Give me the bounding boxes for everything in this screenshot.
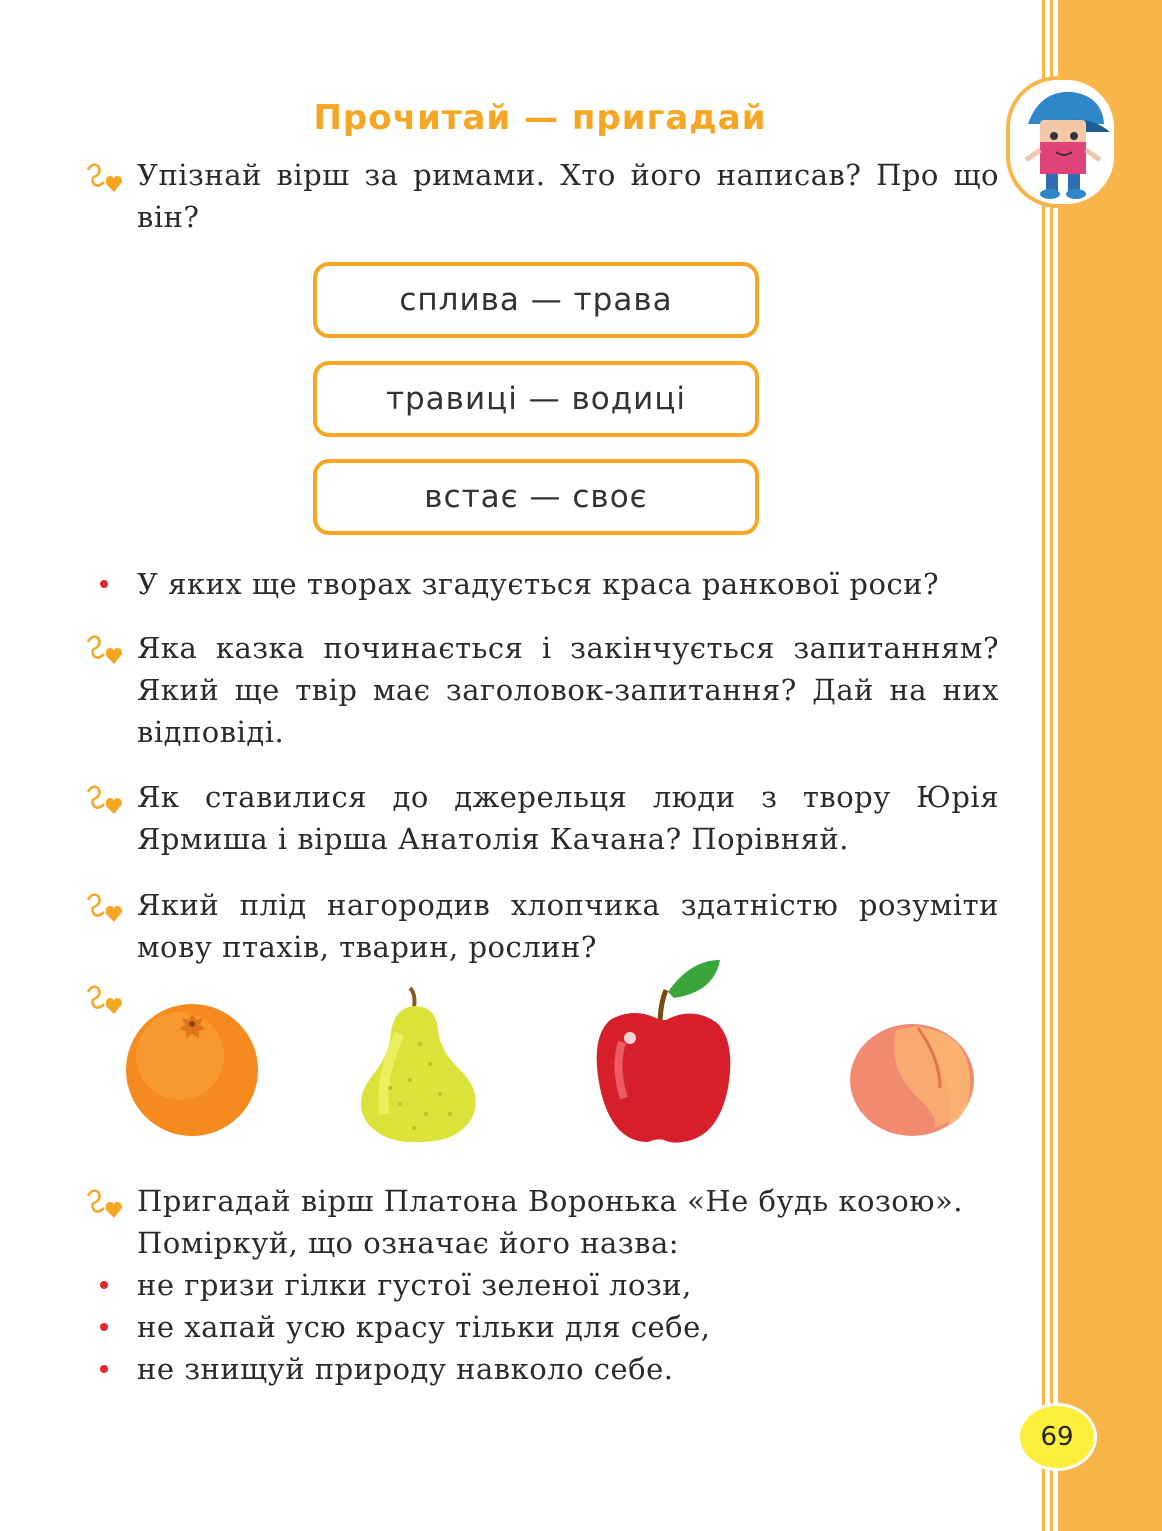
task-text-1: Упізнай вірш за римами. Хто його написав? Про що він?	[137, 158, 999, 234]
rhyme-box-1: сплива — трава	[313, 262, 759, 338]
bullet-text-4: не знищуй природу навколо себе.	[137, 1352, 674, 1386]
bullet-icon	[100, 1365, 108, 1373]
bullet-icon	[100, 580, 108, 588]
task-text-5: Пригадай вірш Платона Воронька «Не будь козою». Поміркуй, що означає його назва:	[137, 1184, 963, 1260]
decorative-side-stripe	[1042, 0, 1162, 1531]
task-icon	[84, 160, 124, 194]
task-icon	[84, 890, 124, 924]
task-icon	[84, 782, 124, 816]
task-icon	[84, 632, 124, 666]
task-icon	[84, 982, 124, 1016]
mascot-image	[1006, 76, 1118, 208]
bullet-icon	[100, 1281, 108, 1289]
page-number: 69	[1020, 1406, 1094, 1468]
bullet-text-1: У яких ще творах згадується краса ранкової роси?	[137, 567, 940, 601]
section-title: Прочитай — пригадай	[313, 98, 767, 138]
rhyme-box-2: травиці — водиці	[313, 361, 759, 437]
bullet-icon	[100, 1323, 108, 1331]
task-text-4: Який плід нагородив хлопчика здатністю розуміти мову птахів, тварин, рослин?	[137, 888, 999, 964]
peach-icon	[848, 1018, 978, 1142]
orange-icon	[122, 1000, 262, 1144]
apple-icon	[594, 958, 734, 1152]
task-icon	[84, 1186, 124, 1220]
bullet-text-2: не гризи гілки густої зеленої лози,	[137, 1268, 692, 1302]
task-text-2: Яка казка починається і закінчується запитанням? Який ще твір має заголовок-запитання? Дай на них відповіді.	[137, 631, 999, 749]
rhyme-box-3: встає — своє	[313, 459, 759, 535]
bullet-text-3: не хапай усю красу тільки для себе,	[137, 1310, 711, 1344]
task-text-3: Як ставилися до джерельця люди з твору Юрія Ярмиша і вірша Анатолія Качана? Порівняй.	[137, 780, 999, 856]
pear-icon	[350, 984, 486, 1150]
